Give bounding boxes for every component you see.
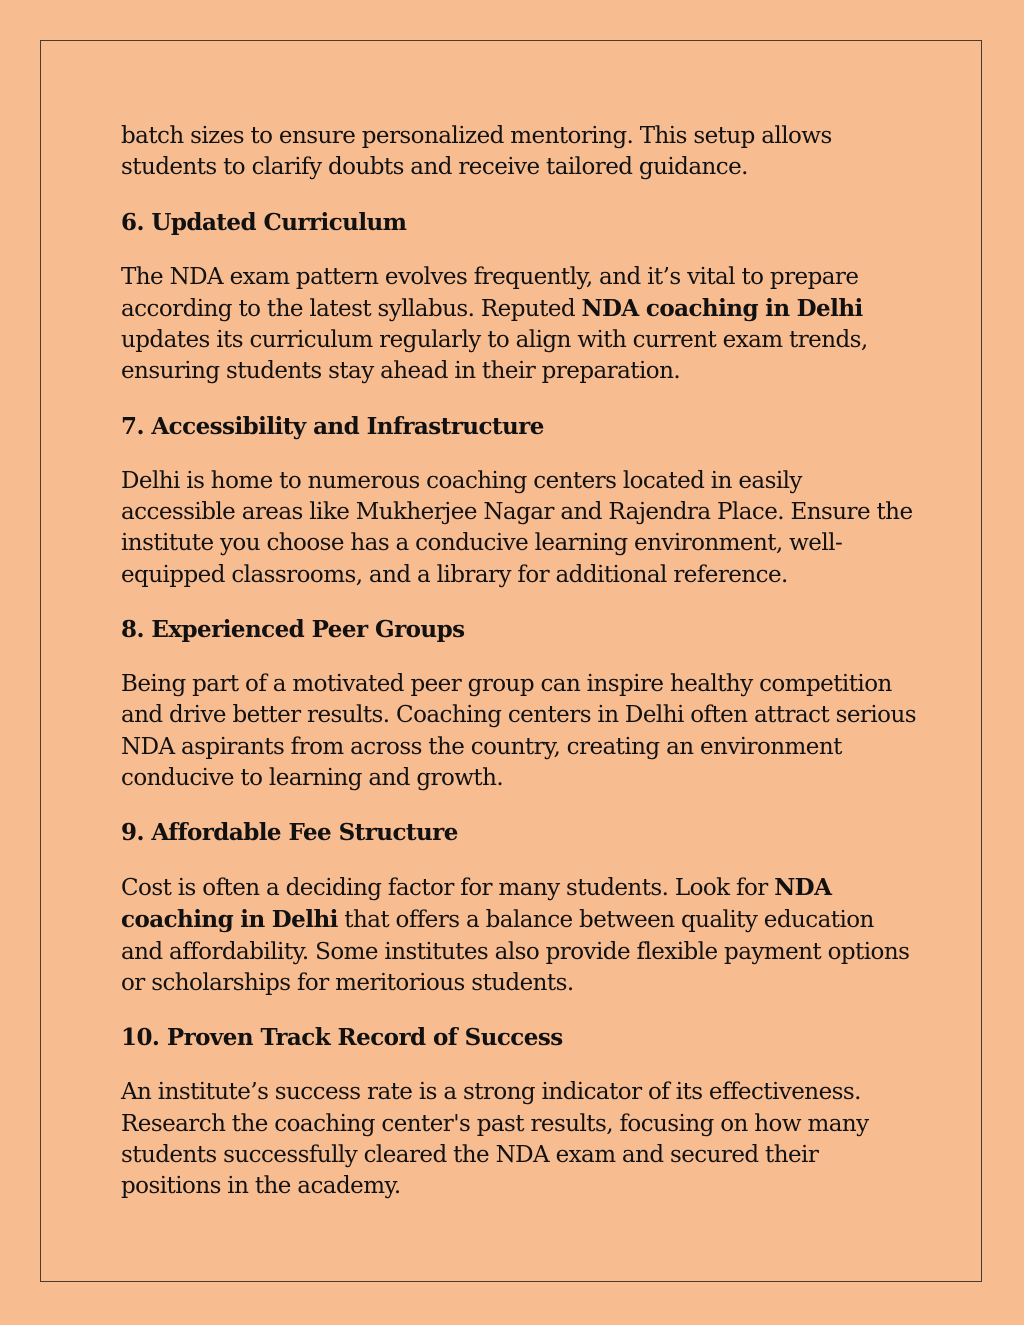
bold-keyword: NDA coaching in Delhi	[581, 294, 863, 322]
heading-updated-curriculum: 6. Updated Curriculum	[121, 208, 407, 236]
paragraph-affordable-fee-structure	[121, 872, 921, 999]
document-content	[121, 121, 921, 1203]
paragraph-text-part: Cost is often a deciding factor for many students. Look for	[121, 875, 775, 902]
paragraph-proven-track-record: An institute’s success rate is a strong indicator of its effectiveness. Research the coaching center's past results, focusing on how many students successfully cleared the NDA exam and secured their positions in the academy.	[121, 1079, 869, 1200]
heading-affordable-fee-structure: 9. Affordable Fee Structure	[121, 819, 458, 847]
paragraph-updated-curriculum	[121, 262, 921, 388]
paragraph-text-part: that offers a balance between quality education and affordability. Some institutes also provide flexible payment options or scholarships for meritorious students.	[121, 907, 910, 997]
paragraph-accessibility-infrastructure: Delhi is home to numerous coaching centers located in easily accessible areas like Mukherjee Nagar and Rajendra Place. Ensure the institute you choose has a conducive learning environment, well-equipped classrooms, and a library for additional reference.	[121, 467, 913, 588]
intro-paragraph: batch sizes to ensure personalized mentoring. This setup allows students to clarify doubts and receive tailored guidance.	[121, 123, 832, 181]
heading-experienced-peer-groups: 8. Experienced Peer Groups	[121, 615, 465, 643]
paragraph-text-part: The NDA exam pattern evolves frequently, and it’s vital to prepare according to the latest syllabus. Reputed	[121, 263, 859, 322]
bold-keyword: NDA coaching in Delhi	[121, 874, 832, 934]
heading-proven-track-record: 10. Proven Track Record of Success	[121, 1024, 563, 1052]
paragraph-experienced-peer-groups: Being part of a motivated peer group can inspire healthy competition and drive better results. Coaching centers in Delhi often attract serious NDA aspirants from across the country, creating an environment conducive to learning and growth.	[121, 670, 916, 791]
paragraph-text-part: updates its curriculum regularly to align with current exam trends, ensuring students stay ahead in their preparation.	[121, 327, 868, 385]
heading-accessibility-infrastructure: 7. Accessibility and Infrastructure	[121, 412, 544, 440]
